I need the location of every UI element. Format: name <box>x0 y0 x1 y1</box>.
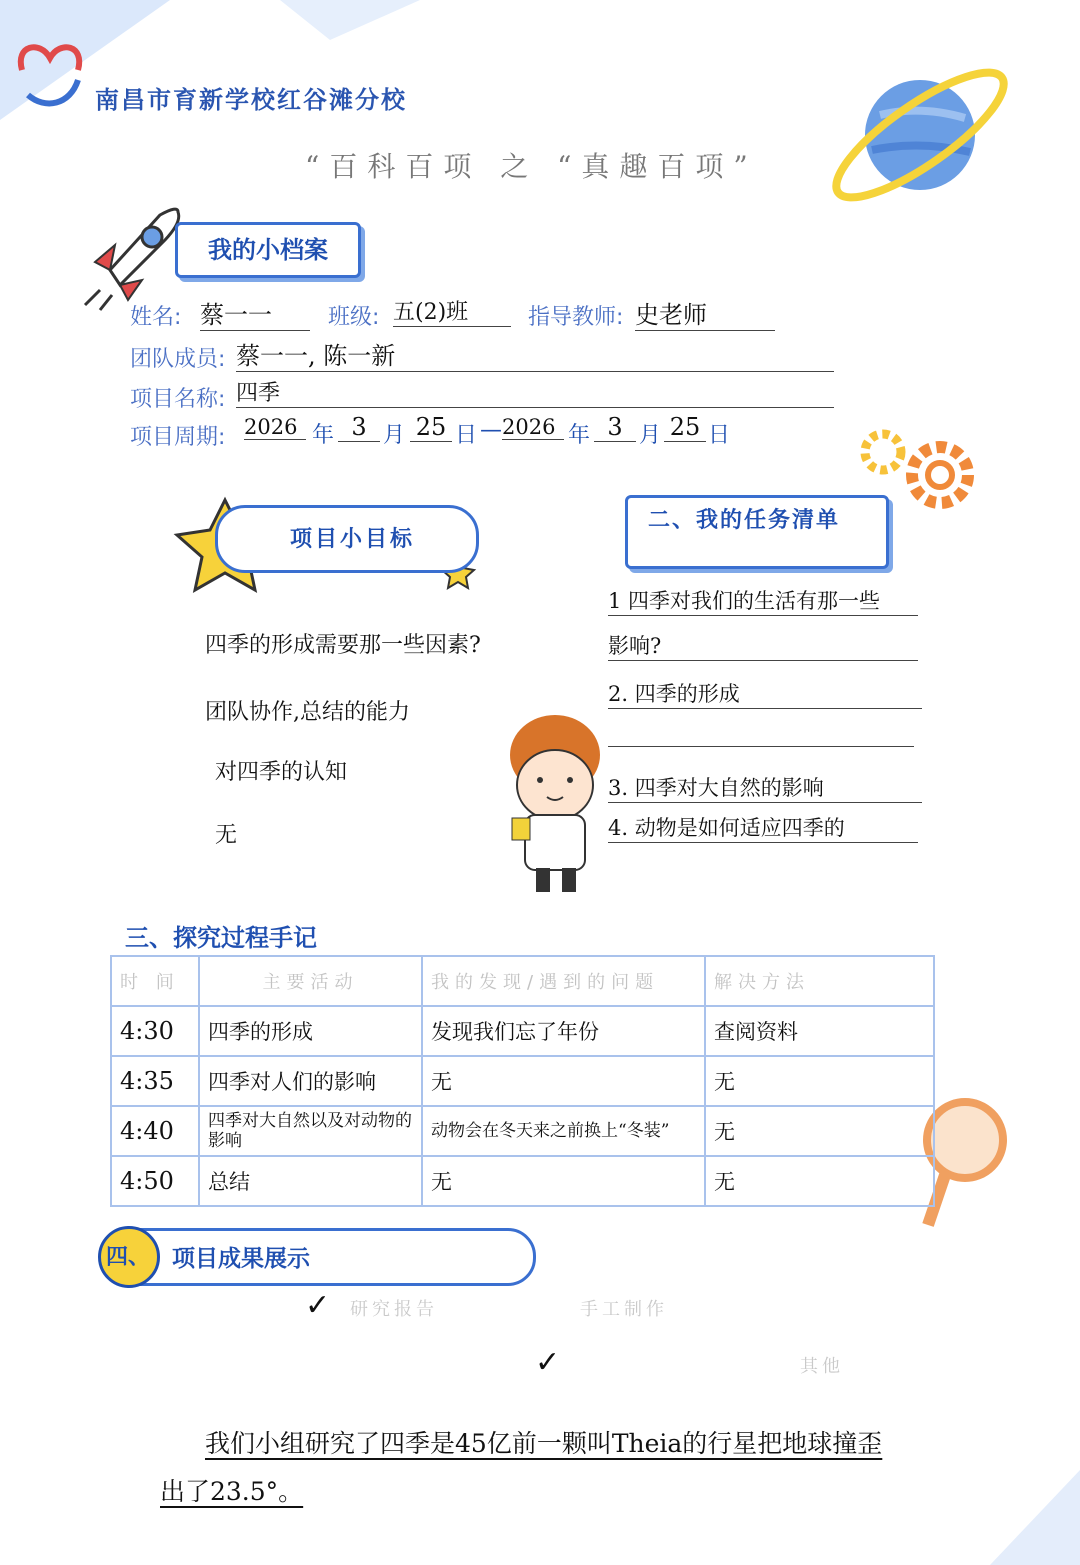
table-cell: 4:35 <box>111 1056 199 1106</box>
table-cell: 动物会在冬天来之前换上“冬装” <box>422 1106 705 1156</box>
planet-icon <box>821 53 1019 217</box>
start-month: 3 <box>338 413 380 442</box>
rocket-icon <box>85 209 179 310</box>
school-name: 南昌市育新学校红谷滩分校 <box>95 86 407 114</box>
task-item: 2. 四季的形成 <box>608 678 922 709</box>
table-cell: 无 <box>422 1156 705 1206</box>
result-option: 手工制作 <box>580 1299 668 1320</box>
goal-item: 无 <box>215 823 238 848</box>
page-subtitle: “百科百项 之 “真趣百项” <box>305 150 758 183</box>
table-header-row <box>111 956 934 1006</box>
table-header-cell: 主要活动 <box>199 956 422 1006</box>
student-figure <box>510 715 600 892</box>
results-badge <box>100 1228 536 1286</box>
table-cell: 4:30 <box>111 1006 199 1056</box>
project-label: 项目名称: <box>130 387 226 412</box>
task-item: 4. 动物是如何适应四季的 <box>608 812 918 843</box>
table-cell: 查阅资料 <box>705 1006 934 1056</box>
tasks-title: 二、我的任务清单 <box>648 508 841 533</box>
team-value: 蔡一一, 陈一新 <box>236 336 834 372</box>
unit-year: 年 <box>568 423 591 448</box>
class-label: 班级: <box>328 305 380 330</box>
table-row <box>111 1006 934 1056</box>
table-cell: 四季对大自然以及对动物的影响 <box>199 1106 422 1156</box>
process-title: 三、探究过程手记 <box>125 924 317 952</box>
teacher-label: 指导教师: <box>528 305 624 330</box>
table-header-cell: 我的发现/遇到的问题 <box>422 956 705 1006</box>
table-cell: 四季对人们的影响 <box>199 1056 422 1106</box>
table-cell: 无 <box>705 1156 934 1206</box>
table-cell: 4:40 <box>111 1106 199 1156</box>
profile-badge: 我的小档案 <box>175 222 361 278</box>
magnifier-icon <box>927 1102 1003 1225</box>
table-cell: 无 <box>705 1106 934 1156</box>
name-label: 姓名: <box>130 305 182 330</box>
goal-item: 团队协作,总结的能力 <box>205 700 410 725</box>
unit-day: 日 <box>455 423 478 448</box>
table-cell: 发现我们忘了年份 <box>422 1006 705 1056</box>
table-row <box>111 1106 934 1156</box>
start-year: 2026 <box>244 415 306 440</box>
date-dash: — <box>480 418 502 443</box>
team-label: 团队成员: <box>130 347 226 372</box>
table-header-cell: 时 间 <box>111 956 199 1006</box>
results-title: 项目成果展示 <box>172 1246 310 1272</box>
unit-year: 年 <box>312 423 335 448</box>
result-option: 其他 <box>800 1356 844 1377</box>
table-row <box>111 1156 934 1206</box>
table-cell: 四季的形成 <box>199 1006 422 1056</box>
table-cell: 无 <box>705 1056 934 1106</box>
task-blank-line <box>608 745 914 747</box>
results-summary: 我们小组研究了四季是45亿前一颗叫Theia的行星把地球撞歪出了23.5°。 <box>160 1429 883 1506</box>
end-year: 2026 <box>502 415 564 440</box>
unit-month: 月 <box>639 423 662 448</box>
unit-month: 月 <box>383 423 406 448</box>
goal-item: 对四季的认知 <box>215 760 348 785</box>
end-day: 25 <box>664 413 706 442</box>
corner-decoration <box>280 0 420 40</box>
table-cell: 4:50 <box>111 1156 199 1206</box>
check-mark-icon: ✓ <box>535 1345 561 1380</box>
check-mark-icon: ✓ <box>305 1288 331 1323</box>
class-value: 五(2)班 <box>393 295 511 327</box>
start-day: 25 <box>410 413 452 442</box>
table-header-cell: 解决方法 <box>705 956 934 1006</box>
gear-icon <box>865 434 968 503</box>
table-cell: 无 <box>422 1056 705 1106</box>
task-item: 影响? <box>608 630 918 661</box>
goal-item: 四季的形成需要那一些因素? <box>205 633 481 658</box>
period-label: 项目周期: <box>130 425 226 450</box>
table-row <box>111 1056 934 1106</box>
result-option: 研究报告 <box>350 1299 438 1320</box>
table-cell: 总结 <box>199 1156 422 1206</box>
end-month: 3 <box>594 413 636 442</box>
unit-day: 日 <box>708 423 731 448</box>
process-table <box>110 955 935 1207</box>
task-item: 3. 四季对大自然的影响 <box>608 772 922 803</box>
results-number: 四、 <box>106 1245 151 1270</box>
goals-title: 项目小目标 <box>290 527 416 552</box>
corner-decoration <box>990 1470 1080 1565</box>
task-item: 1 四季对我们的生活有那一些 <box>608 585 918 616</box>
teacher-value: 史老师 <box>635 295 775 331</box>
project-value: 四季 <box>236 376 834 408</box>
name-value: 蔡一一 <box>200 295 310 331</box>
